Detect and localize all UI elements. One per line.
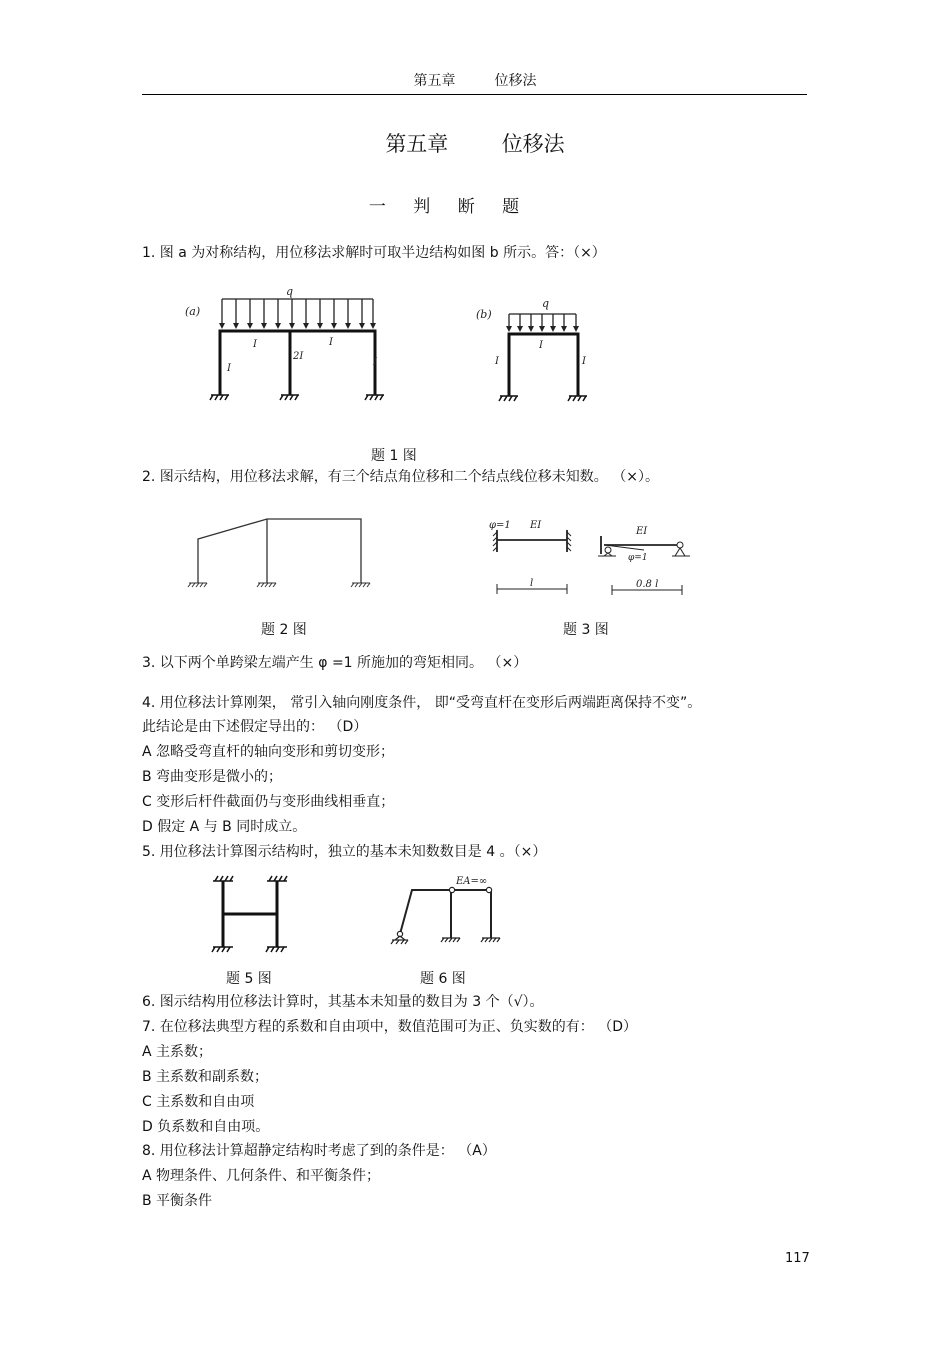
fig1b-right-column-I: I (582, 356, 586, 367)
section-heading: 一 判 断 题 (368, 197, 522, 217)
q7-option-d: D 负系数和自由项。 (142, 1119, 270, 1135)
fig1a-beam-right-I: I (329, 337, 333, 348)
q8-option-a: A 物理条件、几何条件、和平衡条件； (142, 1168, 381, 1184)
question-4-cont: 此结论是由下述假定导出的： （D） (142, 719, 368, 735)
fig3-left-span-l: l (530, 578, 534, 589)
fig1a-left-column-I: I (227, 363, 231, 374)
fig1b-beam-I: I (539, 340, 543, 351)
running-header (0, 70, 950, 90)
title-topic: 位移法 (501, 132, 565, 156)
q4-option-b: B 弯曲变形是微小的； (142, 769, 283, 785)
q8-option-b: B 平衡条件 (142, 1193, 213, 1209)
fig1a-q-label: q (286, 285, 294, 298)
question-5: 5. 用位移法计算图示结构时，独立的基本未知数数目是 4 。（×） (142, 844, 547, 860)
question-8: 8. 用位移法计算超静定结构时考虑了到的条件是： （A） (142, 1143, 496, 1159)
question-2: 2. 图示结构，用位移法求解，有三个结点角位移和二个结点线位移未知数。 （×）。 (142, 469, 659, 485)
fig1b-left-column-I: I (495, 356, 499, 367)
page-title (0, 128, 950, 158)
q4-option-c: C 变形后杆件截面仍与变形曲线相垂直； (142, 794, 395, 810)
page-number: 117 (785, 1251, 810, 1266)
q7-option-a: A 主系数； (142, 1044, 213, 1060)
fig1b-q-label: q (542, 297, 550, 310)
question-4: 4. 用位移法计算刚架， 常引入轴向刚度条件， 即“受弯直杆在变形后两端距离保持不变”。 (142, 695, 702, 711)
figure-1b (476, 296, 596, 408)
figure-2 (185, 513, 375, 591)
fig1a-label: (a) (185, 305, 201, 318)
figure-1a (185, 285, 385, 410)
fig3-right-span: 0.8 l (636, 579, 659, 590)
fig3-right-phi: φ=1 (628, 553, 648, 563)
question-6: 6. 图示结构用位移法计算时，其基本未知量的数目为 3 个（√）。 (142, 994, 544, 1010)
header-topic: 位移法 (494, 73, 537, 89)
fig1a-right-column-I: I (373, 357, 377, 368)
caption-fig6: 题 6 图 (420, 971, 466, 987)
fig3-right-EI: EI (636, 526, 648, 537)
title-chapter: 第五章 (385, 132, 449, 156)
fig1b-label: (b) (476, 308, 492, 321)
q7-option-b: B 主系数和副系数； (142, 1069, 269, 1085)
fig1a-beam-left-I: I (253, 339, 257, 350)
fig6-EA-label: EA=∞ (456, 876, 488, 887)
caption-fig3: 题 3 图 (563, 622, 609, 638)
question-7: 7. 在位移法典型方程的系数和自由项中，数值范围可为正、负实数的有： （D） (142, 1019, 638, 1035)
caption-fig5: 题 5 图 (226, 971, 272, 987)
figure-3 (486, 512, 696, 600)
fig1a-mid-column-2I: 2I (293, 351, 304, 362)
question-3: 3. 以下两个单跨梁左端产生 φ =1 所施加的弯矩相同。 （×） (142, 655, 528, 671)
q4-option-d: D 假定 A 与 B 同时成立。 (142, 819, 307, 835)
fig3-left-phi: φ=1 (489, 520, 511, 531)
figure-5 (210, 873, 290, 955)
fig3-left-EI: EI (530, 520, 542, 531)
question-1: 1. 图 a 为对称结构，用位移法求解时可取半边结构如图 b 所示。答：（×） (142, 245, 606, 261)
figure-6 (390, 872, 505, 952)
header-rule (142, 94, 807, 95)
header-chapter: 第五章 (413, 73, 456, 89)
caption-fig2: 题 2 图 (261, 622, 307, 638)
caption-fig1: 题 1 图 (371, 448, 417, 464)
q4-option-a: A 忽略受弯直杆的轴向变形和剪切变形； (142, 744, 395, 760)
q7-option-c: C 主系数和自由项 (142, 1094, 255, 1110)
